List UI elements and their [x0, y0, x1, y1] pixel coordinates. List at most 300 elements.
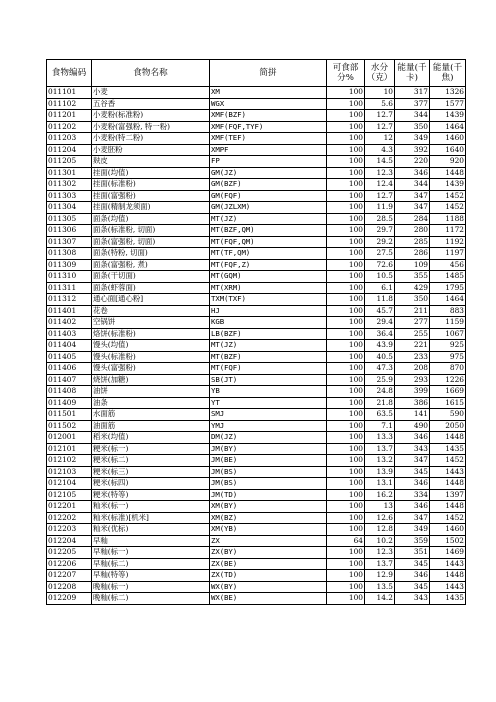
cell-water: 12.9: [365, 570, 395, 582]
cell-water: 6.1: [365, 282, 395, 294]
cell-food-name: 稻米(均值): [92, 432, 210, 444]
cell-water: 11.9: [365, 202, 395, 214]
cell-energy-kcal: 359: [395, 535, 430, 547]
cell-food-code: 011201: [47, 110, 92, 122]
cell-edible-portion: 100: [327, 202, 365, 214]
cell-energy-kj: 1397: [430, 489, 466, 501]
cell-edible-portion: 100: [327, 248, 365, 260]
cell-pinyin-abbr: MT(TF,QM): [210, 248, 327, 260]
cell-edible-portion: 100: [327, 420, 365, 432]
cell-energy-kcal: 429: [395, 282, 430, 294]
table-row: [47, 558, 466, 570]
cell-food-name: 粳米(标三): [92, 466, 210, 478]
cell-food-name: 籼米(优标): [92, 524, 210, 536]
cell-food-name: 挂面(富强粉): [92, 190, 210, 202]
cell-food-name: 小麦胚粉: [92, 144, 210, 156]
cell-water: 24.8: [365, 386, 395, 398]
cell-food-name: 麸皮: [92, 156, 210, 168]
cell-water: 28.5: [365, 213, 395, 225]
cell-energy-kj: 1188: [430, 213, 466, 225]
cell-energy-kcal: 346: [395, 570, 430, 582]
cell-pinyin-abbr: XM: [210, 87, 327, 99]
cell-food-name: 粳米(特等): [92, 489, 210, 501]
cell-energy-kj: 925: [430, 340, 466, 352]
table-row: [47, 202, 466, 214]
cell-pinyin-abbr: DM(JZ): [210, 432, 327, 444]
cell-energy-kj: 870: [430, 363, 466, 375]
cell-energy-kj: 1443: [430, 466, 466, 478]
cell-pinyin-abbr: JM(BE): [210, 455, 327, 467]
cell-food-name: 面条(富强粉, 煮): [92, 259, 210, 271]
cell-energy-kcal: 109: [395, 259, 430, 271]
cell-energy-kcal: 347: [395, 455, 430, 467]
cell-edible-portion: 100: [327, 236, 365, 248]
food-composition-table: [46, 59, 466, 605]
cell-energy-kcal: 490: [395, 420, 430, 432]
cell-food-name: 小麦粉(特二粉): [92, 133, 210, 145]
cell-pinyin-abbr: SMJ: [210, 409, 327, 421]
cell-energy-kcal: 211: [395, 305, 430, 317]
table-row: [47, 87, 466, 99]
header-water: 水分（克）: [365, 60, 395, 87]
cell-water: 12.3: [365, 167, 395, 179]
cell-pinyin-abbr: MT(JZ): [210, 340, 327, 352]
cell-energy-kj: 1464: [430, 121, 466, 133]
cell-energy-kcal: 399: [395, 386, 430, 398]
cell-pinyin-abbr: MT(FQF,Z): [210, 259, 327, 271]
cell-energy-kj: 1448: [430, 570, 466, 582]
cell-water: 25.9: [365, 374, 395, 386]
cell-edible-portion: 100: [327, 397, 365, 409]
cell-food-name: 早籼(标二): [92, 558, 210, 570]
cell-energy-kcal: 208: [395, 363, 430, 375]
cell-edible-portion: 100: [327, 87, 365, 99]
cell-water: 5.6: [365, 98, 395, 110]
cell-energy-kj: 590: [430, 409, 466, 421]
cell-food-code: 012206: [47, 558, 92, 570]
cell-food-code: 012209: [47, 593, 92, 605]
cell-energy-kj: 1448: [430, 501, 466, 513]
cell-edible-portion: 100: [327, 328, 365, 340]
cell-water: 29.7: [365, 225, 395, 237]
cell-energy-kcal: 349: [395, 524, 430, 536]
cell-food-code: 011302: [47, 179, 92, 191]
cell-energy-kcal: 355: [395, 271, 430, 283]
cell-food-code: 012204: [47, 535, 92, 547]
cell-food-name: 通心面[通心粉]: [92, 294, 210, 306]
header-row: [47, 60, 466, 87]
cell-food-code: 011202: [47, 121, 92, 133]
cell-food-code: 011312: [47, 294, 92, 306]
cell-water: 13.7: [365, 558, 395, 570]
cell-edible-portion: 100: [327, 167, 365, 179]
cell-food-name: 小麦: [92, 87, 210, 99]
cell-water: 4.3: [365, 144, 395, 156]
cell-water: 13.9: [365, 466, 395, 478]
cell-energy-kj: 1615: [430, 397, 466, 409]
cell-energy-kj: 1485: [430, 271, 466, 283]
cell-food-code: 011407: [47, 374, 92, 386]
cell-energy-kcal: 350: [395, 294, 430, 306]
cell-water: 13.1: [365, 478, 395, 490]
table-row: [47, 432, 466, 444]
cell-food-name: 挂面(精制龙须面): [92, 202, 210, 214]
cell-pinyin-abbr: JM(BY): [210, 443, 327, 455]
cell-energy-kj: 1577: [430, 98, 466, 110]
cell-food-code: 011401: [47, 305, 92, 317]
cell-energy-kcal: 347: [395, 512, 430, 524]
cell-energy-kcal: 255: [395, 328, 430, 340]
cell-pinyin-abbr: GM(FQF): [210, 190, 327, 202]
cell-edible-portion: 100: [327, 294, 365, 306]
cell-water: 13.5: [365, 581, 395, 593]
cell-pinyin-abbr: MT(FQF): [210, 363, 327, 375]
cell-food-name: 面条(干切面): [92, 271, 210, 283]
cell-energy-kcal: 286: [395, 248, 430, 260]
cell-food-code: 011311: [47, 282, 92, 294]
cell-edible-portion: 100: [327, 443, 365, 455]
cell-water: 10.5: [365, 271, 395, 283]
cell-energy-kcal: 233: [395, 351, 430, 363]
cell-pinyin-abbr: JM(BS): [210, 466, 327, 478]
cell-food-name: 五谷香: [92, 98, 210, 110]
cell-food-code: 011408: [47, 386, 92, 398]
cell-energy-kcal: 280: [395, 225, 430, 237]
cell-energy-kcal: 347: [395, 202, 430, 214]
cell-energy-kj: 2050: [430, 420, 466, 432]
cell-edible-portion: 100: [327, 317, 365, 329]
table-row: [47, 524, 466, 536]
cell-energy-kcal: 344: [395, 110, 430, 122]
cell-food-code: 011203: [47, 133, 92, 145]
cell-food-code: 011305: [47, 213, 92, 225]
cell-water: 16.2: [365, 489, 395, 501]
cell-energy-kj: 1669: [430, 386, 466, 398]
cell-water: 29.4: [365, 317, 395, 329]
cell-pinyin-abbr: FP: [210, 156, 327, 168]
cell-pinyin-abbr: GM(JZLXM): [210, 202, 327, 214]
table-row: [47, 478, 466, 490]
cell-water: 12.7: [365, 110, 395, 122]
cell-energy-kcal: 345: [395, 581, 430, 593]
cell-energy-kj: 975: [430, 351, 466, 363]
table-row: [47, 282, 466, 294]
cell-edible-portion: 100: [327, 351, 365, 363]
cell-energy-kj: 1439: [430, 179, 466, 191]
cell-food-code: 011502: [47, 420, 92, 432]
cell-food-code: 011403: [47, 328, 92, 340]
cell-energy-kcal: 141: [395, 409, 430, 421]
cell-pinyin-abbr: YT: [210, 397, 327, 409]
cell-edible-portion: 100: [327, 121, 365, 133]
cell-food-code: 011310: [47, 271, 92, 283]
table-row: [47, 179, 466, 191]
table-row: [47, 535, 466, 547]
cell-pinyin-abbr: WGX: [210, 98, 327, 110]
cell-energy-kj: 1439: [430, 110, 466, 122]
cell-pinyin-abbr: JM(TD): [210, 489, 327, 501]
cell-food-code: 011102: [47, 98, 92, 110]
cell-food-code: 011304: [47, 202, 92, 214]
cell-edible-portion: 100: [327, 282, 365, 294]
cell-food-name: 油面筋: [92, 420, 210, 432]
cell-water: 21.8: [365, 397, 395, 409]
cell-edible-portion: 100: [327, 133, 365, 145]
cell-water: 12.8: [365, 524, 395, 536]
cell-water: 13.7: [365, 443, 395, 455]
cell-edible-portion: 100: [327, 374, 365, 386]
cell-energy-kj: 1443: [430, 558, 466, 570]
cell-pinyin-abbr: XM(BZ): [210, 512, 327, 524]
table-row: [47, 110, 466, 122]
cell-energy-kcal: 221: [395, 340, 430, 352]
table-row: [47, 271, 466, 283]
cell-edible-portion: 100: [327, 432, 365, 444]
cell-energy-kcal: 347: [395, 190, 430, 202]
cell-food-code: 011303: [47, 190, 92, 202]
cell-water: 10.2: [365, 535, 395, 547]
table-row: [47, 593, 466, 605]
cell-pinyin-abbr: MT(FQF,QM): [210, 236, 327, 248]
table-row: [47, 133, 466, 145]
cell-food-code: 012101: [47, 443, 92, 455]
cell-energy-kcal: 343: [395, 593, 430, 605]
cell-water: 12.3: [365, 547, 395, 559]
cell-energy-kcal: 346: [395, 167, 430, 179]
cell-energy-kcal: 334: [395, 489, 430, 501]
cell-energy-kj: 1460: [430, 133, 466, 145]
cell-food-name: 粳米(标一): [92, 443, 210, 455]
cell-food-name: 面条(均值): [92, 213, 210, 225]
cell-energy-kj: 1172: [430, 225, 466, 237]
cell-edible-portion: 100: [327, 524, 365, 536]
cell-food-code: 011204: [47, 144, 92, 156]
cell-pinyin-abbr: WX(BY): [210, 581, 327, 593]
cell-energy-kj: 1640: [430, 144, 466, 156]
cell-energy-kcal: 346: [395, 432, 430, 444]
table-row: [47, 213, 466, 225]
cell-pinyin-abbr: ZX: [210, 535, 327, 547]
cell-food-name: 面条(标准粉, 切面): [92, 225, 210, 237]
cell-edible-portion: 100: [327, 489, 365, 501]
cell-energy-kj: 1795: [430, 282, 466, 294]
cell-edible-portion: 100: [327, 558, 365, 570]
cell-edible-portion: 100: [327, 466, 365, 478]
cell-energy-kj: 1452: [430, 512, 466, 524]
table-row: [47, 190, 466, 202]
cell-food-name: 面条(特粉, 切面): [92, 248, 210, 260]
table-row: [47, 144, 466, 156]
cell-water: 12: [365, 133, 395, 145]
cell-pinyin-abbr: MT(BZF): [210, 351, 327, 363]
cell-food-code: 011404: [47, 340, 92, 352]
table-row: [47, 98, 466, 110]
table-row: [47, 570, 466, 582]
table-row: [47, 294, 466, 306]
cell-water: 40.5: [365, 351, 395, 363]
cell-food-code: 012103: [47, 466, 92, 478]
cell-food-code: 011402: [47, 317, 92, 329]
cell-pinyin-abbr: XMF(TEF): [210, 133, 327, 145]
cell-pinyin-abbr: KGB: [210, 317, 327, 329]
cell-pinyin-abbr: MT(XRM): [210, 282, 327, 294]
table-header: [47, 60, 466, 87]
cell-energy-kcal: 285: [395, 236, 430, 248]
cell-pinyin-abbr: SB(JT): [210, 374, 327, 386]
cell-energy-kcal: 343: [395, 443, 430, 455]
cell-pinyin-abbr: GM(BZF): [210, 179, 327, 191]
table-row: [47, 225, 466, 237]
cell-water: 13.2: [365, 455, 395, 467]
table-row: [47, 489, 466, 501]
cell-food-code: 012203: [47, 524, 92, 536]
cell-energy-kj: 1452: [430, 202, 466, 214]
cell-edible-portion: 100: [327, 144, 365, 156]
cell-water: 14.2: [365, 593, 395, 605]
cell-pinyin-abbr: TXM(TXF): [210, 294, 327, 306]
cell-food-code: 011306: [47, 225, 92, 237]
header-pinyin-abbr: 简拼: [210, 60, 327, 87]
cell-food-code: 012205: [47, 547, 92, 559]
cell-energy-kj: 1464: [430, 294, 466, 306]
cell-food-code: 012105: [47, 489, 92, 501]
cell-edible-portion: 100: [327, 213, 365, 225]
cell-food-code: 011301: [47, 167, 92, 179]
cell-pinyin-abbr: XM(YB): [210, 524, 327, 536]
cell-pinyin-abbr: XMF(BZF): [210, 110, 327, 122]
cell-energy-kcal: 350: [395, 121, 430, 133]
table-body: [47, 87, 466, 605]
cell-energy-kj: 1326: [430, 87, 466, 99]
cell-pinyin-abbr: ZX(BY): [210, 547, 327, 559]
cell-energy-kj: 1192: [430, 236, 466, 248]
cell-food-code: 011308: [47, 248, 92, 260]
cell-water: 47.3: [365, 363, 395, 375]
cell-pinyin-abbr: YB: [210, 386, 327, 398]
cell-energy-kj: 1197: [430, 248, 466, 260]
cell-water: 7.1: [365, 420, 395, 432]
cell-food-code: 011307: [47, 236, 92, 248]
cell-energy-kcal: 392: [395, 144, 430, 156]
cell-food-name: 早籼: [92, 535, 210, 547]
cell-water: 12.7: [365, 121, 395, 133]
cell-food-code: 012202: [47, 512, 92, 524]
cell-food-code: 012104: [47, 478, 92, 490]
cell-food-code: 011501: [47, 409, 92, 421]
cell-edible-portion: 100: [327, 179, 365, 191]
cell-pinyin-abbr: XM(BY): [210, 501, 327, 513]
cell-edible-portion: 100: [327, 547, 365, 559]
cell-water: 11.8: [365, 294, 395, 306]
cell-edible-portion: 100: [327, 581, 365, 593]
cell-edible-portion: 100: [327, 259, 365, 271]
cell-food-name: 早籼(特等): [92, 570, 210, 582]
cell-energy-kcal: 284: [395, 213, 430, 225]
cell-edible-portion: 100: [327, 98, 365, 110]
cell-water: 12.6: [365, 512, 395, 524]
cell-energy-kj: 1469: [430, 547, 466, 559]
cell-energy-kcal: 377: [395, 98, 430, 110]
cell-water: 43.9: [365, 340, 395, 352]
table-row: [47, 340, 466, 352]
cell-food-name: 面条(富强粉, 切面): [92, 236, 210, 248]
cell-food-code: 012102: [47, 455, 92, 467]
cell-water: 14.5: [365, 156, 395, 168]
header-edible-portion: 可食部分%: [327, 60, 365, 87]
cell-edible-portion: 100: [327, 570, 365, 582]
cell-energy-kj: 1067: [430, 328, 466, 340]
table-row: [47, 455, 466, 467]
cell-energy-kcal: 349: [395, 133, 430, 145]
header-food-name: 食物名称: [92, 60, 210, 87]
cell-pinyin-abbr: WX(BE): [210, 593, 327, 605]
cell-food-name: 馒头(富强粉): [92, 363, 210, 375]
cell-energy-kcal: 351: [395, 547, 430, 559]
cell-food-name: 挂面(标准粉): [92, 179, 210, 191]
table-row: [47, 121, 466, 133]
table-row: [47, 236, 466, 248]
cell-pinyin-abbr: MT(BZF,QM): [210, 225, 327, 237]
cell-food-name: 晚籼(标二): [92, 593, 210, 605]
cell-edible-portion: 100: [327, 156, 365, 168]
cell-food-name: 馒头(均值): [92, 340, 210, 352]
cell-food-code: 011406: [47, 363, 92, 375]
cell-edible-portion: 100: [327, 455, 365, 467]
cell-food-name: 水面筋: [92, 409, 210, 421]
table-row: [47, 328, 466, 340]
cell-food-code: 011409: [47, 397, 92, 409]
cell-energy-kcal: 386: [395, 397, 430, 409]
table-row: [47, 512, 466, 524]
cell-water: 45.7: [365, 305, 395, 317]
cell-food-code: 011101: [47, 87, 92, 99]
table-row: [47, 259, 466, 271]
cell-edible-portion: 100: [327, 478, 365, 490]
table-row: [47, 374, 466, 386]
cell-food-name: 馒头(标准粉): [92, 351, 210, 363]
cell-pinyin-abbr: ZX(TD): [210, 570, 327, 582]
cell-water: 12.7: [365, 190, 395, 202]
cell-pinyin-abbr: MT(GQM): [210, 271, 327, 283]
cell-energy-kj: 1226: [430, 374, 466, 386]
cell-water: 36.4: [365, 328, 395, 340]
cell-energy-kj: 1443: [430, 581, 466, 593]
cell-energy-kcal: 346: [395, 501, 430, 513]
table-row: [47, 386, 466, 398]
cell-edible-portion: 100: [327, 190, 365, 202]
cell-edible-portion: 100: [327, 271, 365, 283]
cell-edible-portion: 100: [327, 305, 365, 317]
cell-food-name: 油条: [92, 397, 210, 409]
cell-edible-portion: 100: [327, 512, 365, 524]
cell-pinyin-abbr: MT(JZ): [210, 213, 327, 225]
cell-energy-kj: 883: [430, 305, 466, 317]
table-row: [47, 409, 466, 421]
cell-food-name: 面条(虾蓉面): [92, 282, 210, 294]
cell-energy-kcal: 317: [395, 87, 430, 99]
cell-food-name: 早籼(标一): [92, 547, 210, 559]
cell-pinyin-abbr: XMF(FQF,TYF): [210, 121, 327, 133]
cell-water: 12.4: [365, 179, 395, 191]
cell-food-name: 挂面(均值): [92, 167, 210, 179]
cell-water: 27.5: [365, 248, 395, 260]
cell-pinyin-abbr: YMJ: [210, 420, 327, 432]
cell-food-name: 粳米(标四): [92, 478, 210, 490]
cell-edible-portion: 100: [327, 386, 365, 398]
cell-edible-portion: 100: [327, 363, 365, 375]
cell-energy-kcal: 344: [395, 179, 430, 191]
table-row: [47, 351, 466, 363]
